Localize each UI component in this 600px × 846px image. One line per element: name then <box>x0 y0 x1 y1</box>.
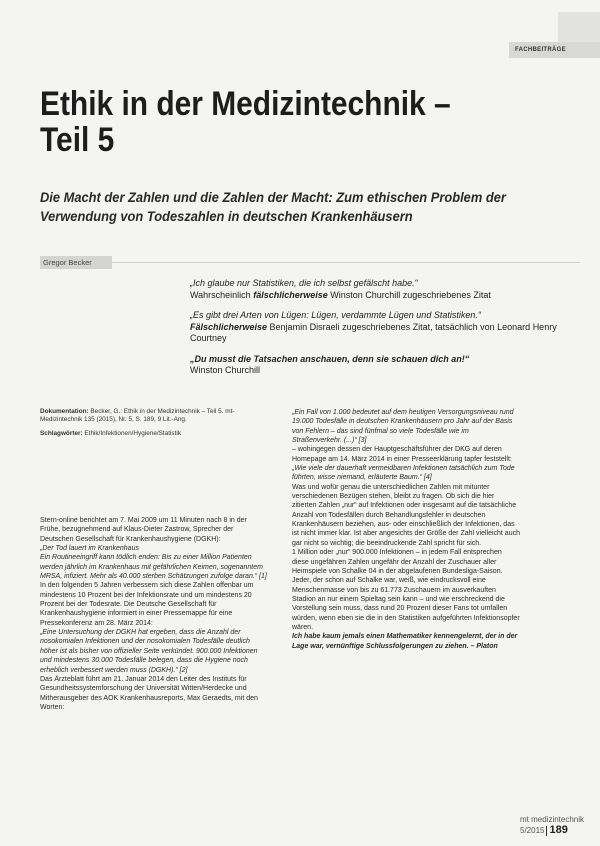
title-line-2: Teil 5 <box>40 121 115 159</box>
page-footer <box>520 815 600 836</box>
documentation-line <box>40 408 260 424</box>
quote-text: „Du musst die Tatsachen anschauen, denn sie schauen dich an!“ <box>190 353 470 364</box>
footer-divider <box>546 826 547 836</box>
paragraph: Stern-online berichtet am 7. Mai 2009 um 11 Minuten nach 8 in der Frühe, bezugnehmend auf Klaus-Dieter Zastrow, Sprecher der Deutschen Gesellschaft für Krankenhaushygiene (DGKH): <box>40 517 247 543</box>
paragraph: In den folgenden 5 Jahren verbessern sich diese Zahlen offenbar um mindestens 10 Prozent bei der Infektionsrate und um mindestens 20 Prozent bei der Todesrate. Die Deutsche Gesellschaft für Krankenhaushygiene informiert in einer Pressemappe für eine Pressekonferenz am 28. März 2014: <box>40 582 254 627</box>
page-number: 189 <box>549 824 568 836</box>
paragraph: Ich habe kaum jemals einen Mathematiker kennengelernt, der in der Lage war, vernünftige Schlussfolgerungen zu ziehen. – Platon <box>292 633 518 650</box>
article-title <box>40 86 451 158</box>
documentation-label: Dokumentation: <box>40 408 89 415</box>
quote-text: „Ich glaube nur Statistiken, die ich selbst gefälscht habe.“ <box>190 278 418 288</box>
title-line-1: Ethik in der Medizintechnik – <box>40 85 451 123</box>
keywords-text: Ethik/Infektionen/Hygiene/Statistik <box>82 430 182 438</box>
paragraph: „Wie viele der dauerhaft vermeidbaren Infektionen tatsächlich zum Tode führten, wisse niemand, erläuterte Baum.“ [4] <box>292 465 515 482</box>
epigraph-quote <box>190 310 570 345</box>
quote-attribution-emphasis: Fälschlicherweise <box>190 321 268 332</box>
author-divider <box>112 262 580 263</box>
body-column-right <box>292 408 520 651</box>
journal-issue: mt medizintechnik 5/2015 <box>520 815 585 835</box>
quote-attribution-emphasis: fälschlicherweise <box>253 289 328 300</box>
author-name: Gregor Becker <box>40 256 112 269</box>
keywords-label: Schlagwörter: <box>40 430 83 438</box>
quote-attribution: Wahrscheinlich <box>190 289 254 300</box>
keywords-line <box>40 430 260 438</box>
paragraph: Ein Routineeingriff kann tödlich enden: Bis zu einer Million Patienten werden jährlich im Krankenhaus mit gefährlichen Keimen, sogenanntem MRSA, infiziert. Mehr als 40.000 sterben Schätzungen zufolge daran.“ [1] <box>40 554 267 581</box>
article-subtitle: Die Macht der Zahlen und die Zahlen der Macht: Zum ethischen Problem der Verwendung von Todeszahlen in deutschen Krankenhäusern <box>40 189 506 224</box>
paragraph: „Ein Fall von 1.000 bedeutet auf dem heutigen Versorgungsniveau rund 19.000 Todesfälle in deutschen Krankenhäusern pro Jahr auf der Basis von Fehlern – das sind fünfmal so viele Todesfälle wie im Straßenverkehr. (...)“ [3] <box>292 409 514 445</box>
documentation-text: Becker, G.: Ethik in der Medizintechnik – Teil 5. mt-Medizintechnik 135 (2015), Nr. 5, S. 189, 9 Lit.-Ang. <box>40 408 235 424</box>
epigraph-quote <box>190 278 570 301</box>
quote-text: „Es gibt drei Arten von Lügen: Lügen, verdammte Lügen und Statistiken.“ <box>190 310 481 320</box>
paragraph: „Der Tod lauert im Krankenhaus <box>40 545 139 553</box>
section-tag: FACHBEITRÄGE <box>509 42 600 58</box>
epigraph-quotes <box>190 278 570 386</box>
quote-attribution: Winston Churchill <box>190 365 261 375</box>
quote-attribution: Winston Churchill zugeschriebenes Zitat <box>327 289 491 300</box>
paragraph: 1 Million oder „nur“ 900.000 Infektionen – in jedem Fall entsprechen diese ungefähren Zahlen ungefähr der Anzahl der Zuschauer aller Heimspiele von Schalke 04 in der abgelaufenen Bundesliga-Saison. Jeder, der schon auf Schalke war, weiß, wie eindrucksvoll eine Menschenmasse von bis zu 61.773 Zuschauern im ausverkauften Stadion an nur einem Spieltag sein kann – und wie erschreckend die Vorstellung sein muss, dass rund 20 Prozent dieser Fans tot umfallen würden, wenn eben sie die in den Statistiken aufgeführten Infektionsopfer wären. <box>292 549 520 631</box>
epigraph-quote <box>190 354 570 377</box>
quote-attribution: Benjamin Disraeli zugeschriebenes Zitat, tatsächlich von Leonard Henry Courtney <box>190 321 557 343</box>
body-column-left <box>40 516 268 712</box>
paragraph: „Eine Untersuchung der DGKH hat ergeben, dass die Anzahl der nosokomialen Infektionen und der nosokomialen Todesfälle deutlich höher ist als bisher von offizieller Seite verkündet. 900.000 Infektionen und mindestens 30.000 Todesfälle belegen, dass die Hygiene noch erheblich verbessert werden muss (DGKH).“ [2] <box>40 629 258 674</box>
article-metadata <box>40 408 260 445</box>
paragraph: Was und wofür genau die unterschiedlichen Zahlen mit mitunter verschiedenen Bezügen stehen, bleibt zu fragen. Ob sich die hier zitierten Zahlen „nur“ auf Infektionen oder insgesamt auf die tatsächliche Anzahl von Todesfällen durch Behandlungsfehler in deutschen Krankenhäusern beziehen, aus- oder einschließlich der Infektionen, das ist nicht immer klar. Ist aber angesichts der Größe der Zahl vielleicht auch gar nicht so wichtig; die beeindruckende Zahl spricht für sich. <box>292 483 520 547</box>
paragraph: – wohingegen dessen der Hauptgeschäftsführer der DKG auf deren Homepage am 14. März 2014 in einer Presseerklärung tapfer feststellt: <box>292 446 512 463</box>
paragraph: Das Ärzteblatt führt am 21. Januar 2014 den Leiter des Instituts für Gesundheitssystemforschung der Universität Witten/Herdecke und Mitherausgeber des AOK Krankenhausreports, Max Geraedts, mit den Worten: <box>40 675 258 711</box>
